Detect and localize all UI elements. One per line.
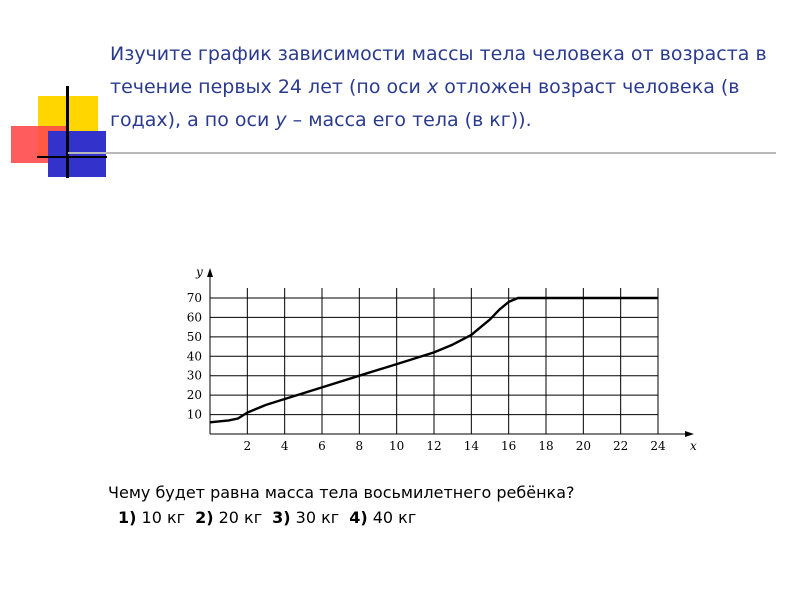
y-tick-label: 20 (186, 388, 202, 403)
x-tick-label: 24 (650, 439, 666, 453)
answer-option-text: 30 кг (290, 508, 340, 527)
y-tick-label: 10 (186, 407, 202, 422)
answer-option-number: 4) (349, 508, 368, 527)
answer-options (118, 508, 426, 527)
chart-grid (210, 288, 658, 434)
answer-option-4 (349, 508, 416, 527)
x-tick-label: 22 (613, 439, 629, 453)
x-tick-label: 4 (280, 439, 289, 453)
answer-option-number: 2) (195, 508, 214, 527)
title-text-part: отложен возраст человека (в годах), а по оси (110, 76, 740, 131)
x-tick-label: 12 (426, 439, 442, 453)
x-tick-label: 2 (243, 439, 252, 453)
title-text-part: – масса его тела (в кг)). (286, 109, 532, 131)
y-tick-label: 30 (186, 368, 202, 383)
x-tick-label: 8 (355, 439, 364, 453)
x-axis-label: x (690, 439, 697, 453)
y-axis-arrow (207, 268, 213, 277)
answer-option-text: 40 кг (367, 508, 417, 527)
title-axis-letter: y (275, 109, 287, 131)
x-axis-arrow (685, 431, 694, 437)
y-tick-label: 40 (186, 349, 202, 364)
answer-option-1 (118, 508, 185, 527)
answer-option-text: 10 кг (136, 508, 186, 527)
answer-option-text: 20 кг (213, 508, 263, 527)
y-tick-label: 60 (186, 310, 202, 325)
answer-option-3 (272, 508, 339, 527)
x-tick-label: 10 (389, 439, 405, 453)
question-text: Чему будет равна масса тела восьмилетнего ребёнка? (108, 483, 575, 502)
answer-option-number: 3) (272, 508, 291, 527)
y-tick-label: 70 (186, 291, 202, 305)
y-axis-label: y (196, 265, 203, 279)
y-tick-label: 50 (186, 329, 202, 344)
x-tick-label: 6 (318, 439, 326, 453)
answer-option-2 (195, 508, 262, 527)
x-tick-label: 20 (575, 439, 591, 453)
x-tick-label: 16 (501, 439, 517, 453)
title-axis-letter: x (426, 76, 439, 98)
x-tick-label: 18 (538, 439, 554, 453)
x-tick-label: 14 (463, 439, 479, 453)
title-text-part: Изучите график зависимости массы тела человека от возраста в течение первых 24 лет (по оси (110, 43, 767, 98)
answer-option-number: 1) (118, 508, 137, 527)
